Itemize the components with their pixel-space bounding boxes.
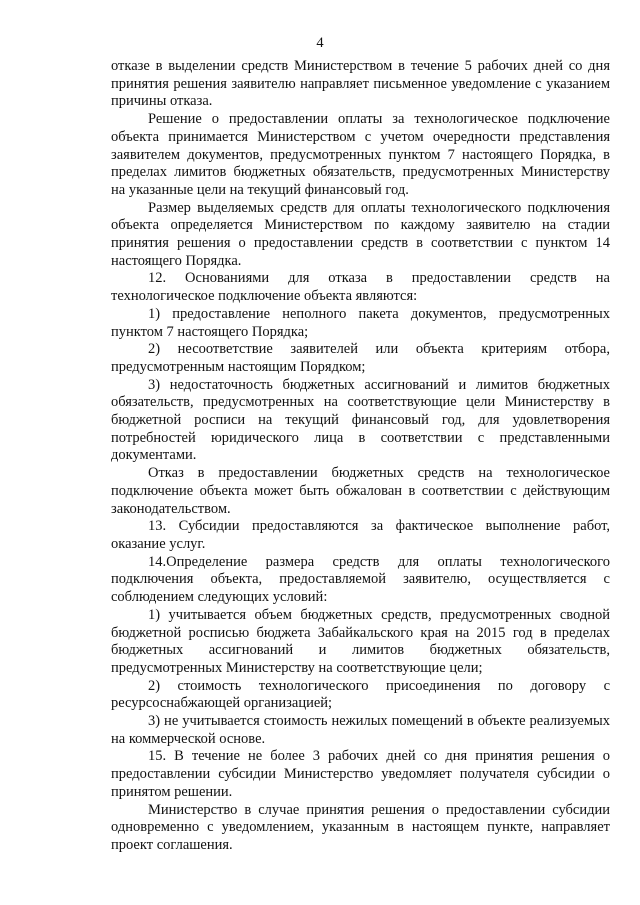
paragraph-payment-decision: Решение о предоставлении оплаты за технологическое подключение объекта принимается Министерством с учетом очередности представления заявителем документов, предусмотренных пунктом 7 настоящего Порядка, в пределах лимитов бюджетных обязательств, предусмотренных Министерству на указанные цели на текущий финансовый год. xyxy=(111,111,610,198)
paragraph-appeal: Отказ в предоставлении бюджетных средств на технологическое подключение объекта может быть обжалован в соответствии с действующим законодательством. xyxy=(111,465,610,517)
paragraph-section-12: 12. Основаниями для отказа в предоставлении средств на технологическое подключение объекта являются: xyxy=(111,270,610,305)
paragraph-item-12-3: 3) недостаточность бюджетных ассигнований и лимитов бюджетных обязательств, предусмотренных на соответствующие цели Министерству в бюджетной росписи на текущий финансовый год, для удовлетворения потребностей юридического лица в соответствии с представленными документами. xyxy=(111,376,610,464)
paragraph-section-15: 15. В течение не более 3 рабочих дней со дня принятия решения о предоставлении субсидии Министерство уведомляет получателя субсидии о принятом решении. xyxy=(111,748,610,800)
paragraph-section-14: 14.Определение размера средств для оплаты технологического подключения объекта, предоставляемой заявителю, осуществляется с соблюдением следующих условий: xyxy=(111,553,610,606)
paragraph-item-14-3: 3) не учитывается стоимость нежилых помещений в объекте реализуемых на коммерческой основе. xyxy=(111,713,610,747)
paragraph-item-12-1: 1) предоставление неполного пакета документов, предусмотренных пунктом 7 настоящего Порядка; xyxy=(111,305,610,340)
paragraph-amount-determination: Размер выделяемых средств для оплаты технологического подключения объекта определяется Министерством по каждому заявителю на стадии принятия решения о предоставлении средств в соответствии с пунктом 14 настоящего Порядка. xyxy=(111,199,610,269)
paragraph-item-14-2: 2) стоимость технологического присоединения по договору с ресурсоснабжающей организацией; xyxy=(111,677,610,712)
paragraph-draft-agreement: Министерство в случае принятия решения о предоставлении субсидии одновременно с уведомлением, указанным в настоящем пункте, направляет проект соглашения. xyxy=(111,801,610,853)
page-number: 4 xyxy=(316,35,324,51)
document-body xyxy=(111,58,610,855)
paragraph-refusal-notice: отказе в выделении средств Министерством в течение 5 рабочих дней со дня принятия решения заявителю направляет письменное уведомление с указанием причины отказа. xyxy=(111,58,610,110)
paragraph-section-13: 13. Субсидии предоставляются за фактическое выполнение работ, оказание услуг. xyxy=(111,518,610,552)
paragraph-item-12-2: 2) несоответствие заявителей или объекта критериям отбора, предусмотренным настоящим Порядком; xyxy=(111,341,610,375)
paragraph-item-14-1: 1) учитывается объем бюджетных средств, предусмотренных сводной бюджетной росписью бюджета Забайкальского края на 2015 год в пределах бюджетных ассигнований и лимитов бюджетных обязательств, предусмотренных Министерству на соответствующие цели; xyxy=(111,606,610,676)
